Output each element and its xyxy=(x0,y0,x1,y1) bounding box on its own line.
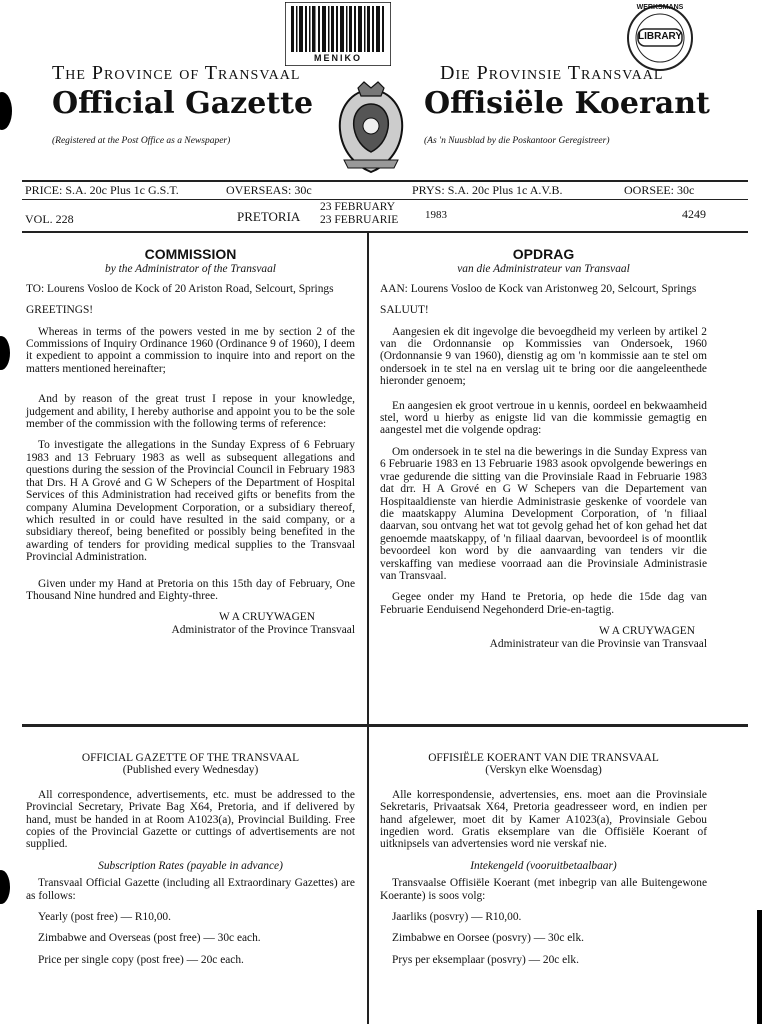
issue-date-en: 23 FEBRUARY xyxy=(320,201,396,213)
opdrag-paragraph-1: Aangesien ek dit ingevolge die bevoegdheid my verleen by artikel 2 van die Ordonnansie op Kommissies van Ondersoek, 1960 (Ordonnansie 9 van 1960), dienstig ag om 'n kommissie aan te stel om ondersoek in te stel na en verslag uit te bring oor die aangeleenthede hieronder genoem; xyxy=(380,325,707,388)
stamp-center-text: LIBRARY xyxy=(638,31,683,42)
notice-en-paragraph: All correspondence, advertisements, etc. must be addressed to the Provincial Secretary, Private Bag X64, Pretoria, and if delivered by hand, must be handed in at Room A1023(a), Provincial Building. Free copies of the Provincial Gazette or cuttings of advertisements are not supplied. xyxy=(26,788,355,851)
commission-column xyxy=(26,246,355,636)
header-bottom-rule xyxy=(22,231,748,233)
province-title-af: Die Provinsie Transvaal xyxy=(440,62,664,84)
notice-af-subtitle: (Verskyn elke Woensdag) xyxy=(485,764,602,777)
gazette-title-af: Offisiële Koerant xyxy=(424,86,710,121)
notice-af-rate-overseas: Zimbabwe en Oorsee (posvry) — 30c elk. xyxy=(392,932,584,945)
opdrag-signature-title: Administrateur van die Provinsie van Transvaal xyxy=(489,637,707,650)
issue-year: 1983 xyxy=(425,209,447,221)
overseas-price-af: OORSEE: 30c xyxy=(624,183,695,197)
notice-en-rate-single: Price per single copy (post free) — 20c each. xyxy=(38,953,244,966)
registered-note-af: (As 'n Nuusblad by die Poskantoor Geregistreer) xyxy=(424,136,610,146)
issue-place: PRETORIA xyxy=(237,209,301,224)
notice-en-title: OFFICIAL GAZETTE OF THE TRANSVAAL xyxy=(81,752,300,764)
masthead-rule xyxy=(22,180,748,182)
opdrag-addressee: AAN: Lourens Vosloo de Kock van Aristonweg 20, Selcourt, Springs xyxy=(380,282,697,295)
stamp-top-text: WERKSMANS xyxy=(636,4,684,11)
opdrag-paragraph-3: Om ondersoek in te stel na die bewerings in die Sunday Express van 6 Februarie 1983 en 13 Februarie 1983 asook opvolgende bewerings en vrae gedurende die sitting van die Provinsiale Raad in Februarie 1983 dat drr. H A Grové en G W Schepers van die Departement van Hospitaaldienste van hierdie Administrasie geskenke of voordele van die maatskappy Alumina Development Corporation, of 'n filiaal daarvan, sou ontvang het wat tot gevolg gehad het of kon gehad het dat genoemde maatskappy, of 'n filiaal daarvan, bevoordeel is of moontlik bevoordeel kon word by die aanvaarding van tenders vir die verskaffing van mediese voorraad aan die Provinsiale Administrasie van Transvaal. xyxy=(380,445,707,582)
price-en: PRICE: S.A. 20c Plus 1c G.S.T. xyxy=(25,183,179,197)
opdrag-paragraph-2: En aangesien ek groot vertroue in u kennis, oordeel en bekwaamheid stel, word u hierby as enigste lid van die kommissie gemagtig en aangestel met die volgende opdrag: xyxy=(380,399,707,437)
notice-af-title: OFFISIËLE KOERANT VAN DIE TRANSVAAL xyxy=(428,752,659,764)
punch-hole-mark xyxy=(0,92,12,130)
section-rule xyxy=(22,724,748,727)
opdrag-greeting: SALUUT! xyxy=(380,304,429,317)
notice-en-rate-yearly: Yearly (post free) — R10,00. xyxy=(38,911,171,924)
notice-af-rates-heading: Intekengeld (vooruitbetaalbaar) xyxy=(470,859,617,872)
barcode xyxy=(285,2,391,66)
commission-paragraph-3: To investigate the allegations in the Sunday Express of 6 February 1983 and 13 February 1983 as well as subsequent allegations and questions during the session of the Provincial Council in February 1983 that Drs. H A Grové and G W Schepers of the Department of Hospital Services of this Administration had received gifts or benefits from the company Alumina Development Corporation, or a subsidiary thereof, which resulted in or could have resulted in the said company, or a subsidiary thereof, being benefited or possibly being benefited in the awarding of tenders for providing medical supplies to the Transvaal Provincial Administration. xyxy=(26,439,355,564)
commission-paragraph-2: And by reason of the great trust I repose in your knowledge, judgement and ability, I hereby authorise and appoint you to be the sole member of the commission with the following terms of reference: xyxy=(26,393,355,431)
column-divider xyxy=(367,233,369,1024)
commission-paragraph-4: Given under my Hand at Pretoria on this 15th day of February, One Thousand Nine hundred and Eighty-three. xyxy=(26,577,355,602)
punch-hole-mark xyxy=(0,870,10,904)
notice-af-rate-yearly: Jaarliks (posvry) — R10,00. xyxy=(392,911,522,924)
opdrag-subheading: van die Administrateur van Transvaal xyxy=(457,263,630,276)
notice-en-rates-heading: Subscription Rates (payable in advance) xyxy=(98,859,283,872)
commission-signature-name: W A CRUYWAGEN xyxy=(219,611,315,624)
price-af: PRYS: S.A. 20c Plus 1c A.V.B. xyxy=(412,183,563,197)
notice-af-rates-intro: Transvaalse Offisiële Koerant (met inbegrip van alle Buitengewone Koerante) is soos volg: xyxy=(380,877,707,902)
commission-heading: COMMISSION xyxy=(144,246,237,262)
barcode-label: MENIKO xyxy=(314,53,362,63)
notice-af-rate-single: Prys per eksemplaar (posvry) — 20c elk. xyxy=(392,953,579,966)
opdrag-column xyxy=(380,246,707,650)
notice-en-column xyxy=(26,752,355,975)
notice-en-rate-overseas: Zimbabwe and Overseas (post free) — 30c each. xyxy=(38,932,261,945)
notice-en-subtitle: (Published every Wednesday) xyxy=(122,764,259,777)
notice-af-paragraph: Alle korrespondensie, advertensies, ens. moet aan die Provinsiale Sekretaris, Privaatsak X64, Pretoria geadresseer word, en indien per hand afgelewer, moet dit by Kamer A1023(a), Provinsiale Gebou ingedien word. Gratis eksemplare van die Offisiële Koerant of uitknipsels van advertensies word nie verskaf nie. xyxy=(380,788,707,851)
commission-greeting: GREETINGS! xyxy=(26,304,94,317)
issue-number: 4249 xyxy=(682,207,706,221)
commission-signature-title: Administrator of the Province Transvaal xyxy=(171,623,355,636)
page-edge-mark xyxy=(757,910,762,1024)
commission-paragraph-1: Whereas in terms of the powers vested in me by section 2 of the Commissions of Inquiry Ordinance 1960 (Ordinance 9 of 1960), I deem it expedient to appoint a commission to inquire into and report on the matters mentioned hereinafter; xyxy=(26,325,355,375)
coat-of-arms-emblem xyxy=(332,80,410,176)
price-rule xyxy=(22,199,748,200)
punch-hole-mark xyxy=(0,336,10,370)
overseas-price-en: OVERSEAS: 30c xyxy=(226,183,312,197)
notice-en-rates-intro: Transvaal Official Gazette (including all Extraordinary Gazettes) are as follows: xyxy=(26,877,355,902)
volume-number: VOL. 228 xyxy=(25,212,74,226)
opdrag-signature-name: W A CRUYWAGEN xyxy=(599,625,695,638)
opdrag-paragraph-4: Gegee onder my Hand te Pretoria, op hede die 15de dag van Februarie Eenduisend Negehonderd Drie-en-tagtig. xyxy=(380,591,707,616)
gazette-title-en: Official Gazette xyxy=(52,86,314,121)
issue-date-af: 23 FEBRUARIE xyxy=(320,214,399,226)
notice-af-column xyxy=(380,752,707,975)
commission-subheading: by the Administrator of the Transvaal xyxy=(105,263,276,276)
commission-addressee: TO: Lourens Vosloo de Kock of 20 Ariston Road, Selcourt, Springs xyxy=(26,282,334,295)
opdrag-heading: OPDRAG xyxy=(512,246,575,262)
province-title-en: The Province of Transvaal xyxy=(52,62,301,84)
registered-note-en: (Registered at the Post Office as a Newspaper) xyxy=(52,136,231,146)
